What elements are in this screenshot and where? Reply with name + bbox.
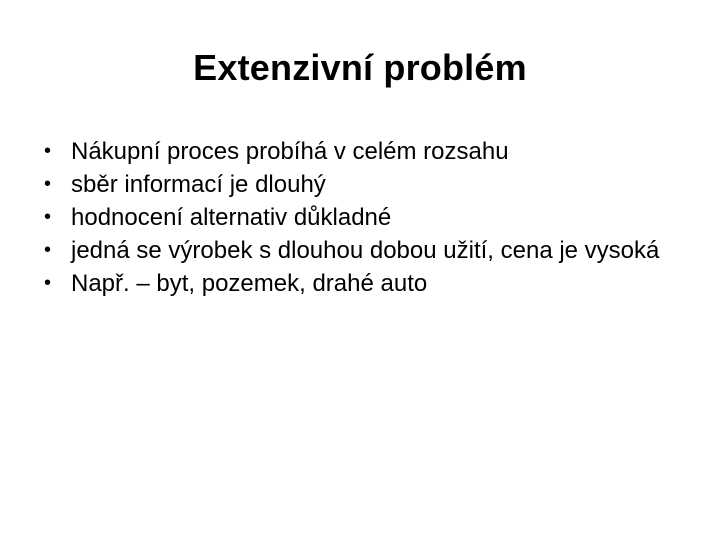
bullet-icon: • [44,272,52,294]
bullet-text: jedná se výrobek s dlouhou dobou užití, cena je vysoká [71,237,660,264]
bullet-icon: • [44,173,52,195]
list-item [44,234,684,267]
list-item [44,135,684,168]
bullet-icon: • [44,206,52,228]
bullet-text: hodnocení alternativ důkladné [71,204,392,231]
bullet-text: Např. – byt, pozemek, drahé auto [71,270,428,297]
list-item [44,168,684,201]
slide-title: Extenzivní problém [193,47,527,88]
list-item [44,201,684,234]
bullet-text: sběr informací je dlouhý [71,171,326,198]
bullet-icon: • [44,140,52,162]
list-item [44,267,684,300]
bullet-icon: • [44,239,52,261]
bullet-list [44,135,684,300]
bullet-text: Nákupní proces probíhá v celém rozsahu [71,138,509,165]
